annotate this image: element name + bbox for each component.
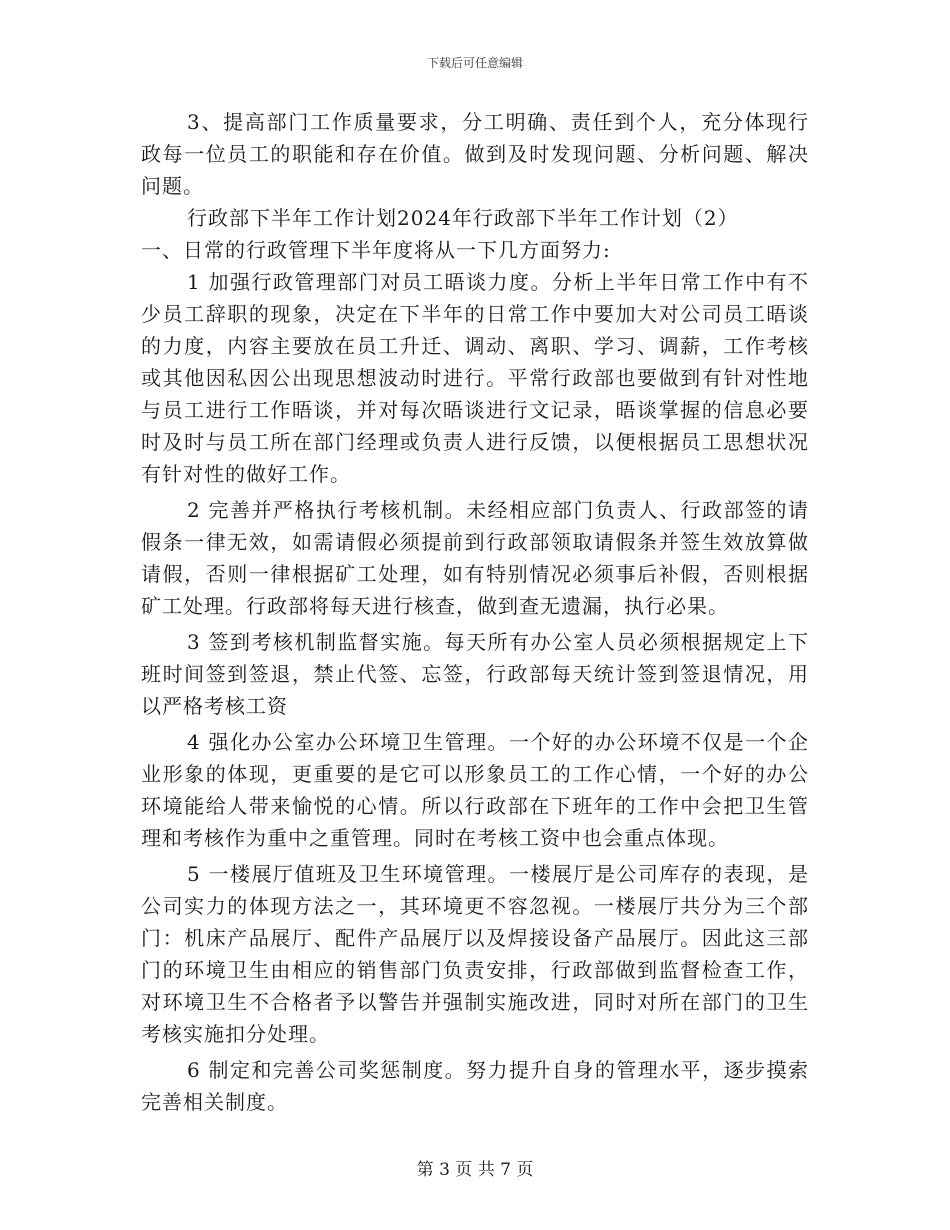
page-number: 第 3 页 共 7 页 <box>416 1160 534 1180</box>
paragraph-item-5: 5 一楼展厅值班及卫生环境管理。一楼展厅是公司库存的表现，是公司实力的体现方法之一，其环境更不容忽视。一楼展厅共分为三个部门：机床产品展厅、配件产品展厅以及焊接设备产品展厅。因此这三部门的环境卫生由相应的销售部门负责安排，行政部做到监督检查工作，对环境卫生不合格者予以警告并强制实施改进，同时对所在部门的卫生考核实施扣分处理。 <box>141 862 809 1046</box>
paragraph-item-2: 2 完善并严格执行考核机制。未经相应部门负责人、行政部签的请假条一律无效，如需请假必须提前到行政部领取请假条并签生效放算做请假，否则一律根据矿工处理，如有特别情况必须事后补假，否则根据矿工处理。行政部将每天进行核查，做到查无遗漏，执行必果。 <box>141 498 809 618</box>
paragraph-item-6: 6 制定和完善公司奖惩制度。努力提升自身的管理水平，逐步摸索完善相关制度。 <box>141 1058 809 1114</box>
page-header: 下载后可任意编辑 <box>426 56 523 70</box>
paragraph-item-4: 4 强化办公室办公环境卫生管理。一个好的办公环境不仅是一个企业形象的体现，更重要的是它可以形象员工的工作心情，一个好的办公环境能给人带来愉悦的心情。所以行政部在下班年的工作中会把卫生管理和考核作为重中之重管理。同时在考核工资中也会重点体现。 <box>141 730 809 850</box>
section-heading-daily-management: 一、日常的行政管理下半年度将从一下几方面努力: <box>141 238 611 262</box>
document-body <box>141 106 809 1118</box>
paragraph-quality-requirements: 3、提高部门工作质量要求，分工明确、责任到个人，充分体现行政每一位员工的职能和存在价值。做到及时发现问题、分析问题、解决问题。 <box>141 110 809 198</box>
paragraph-item-1: 1 加强行政管理部门对员工晤谈力度。分析上半年日常工作中有不少员工辞职的现象，决定在下半年的日常工作中要加大对公司员工晤谈的力度，内容主要放在员工升迁、调动、离职、学习、调薪，工作考核或其他因私因公出现思想波动时进行。平常行政部也要做到有针对性地与员工进行工作晤谈，并对每次晤谈进行文记录，晤谈掌握的信息必要时及时与员工所在部门经理或负责人进行反馈，以便根据员工思想状况有针对性的做好工作。 <box>141 270 809 486</box>
paragraph-item-3: 3 签到考核机制监督实施。每天所有办公室人员必须根据规定上下班时间签到签退，禁止代签、忘签，行政部每天统计签到签退情况，用以严格考核工资 <box>141 630 809 718</box>
section-title: 行政部下半年工作计划2024年行政部下半年工作计划（2） <box>187 206 739 230</box>
